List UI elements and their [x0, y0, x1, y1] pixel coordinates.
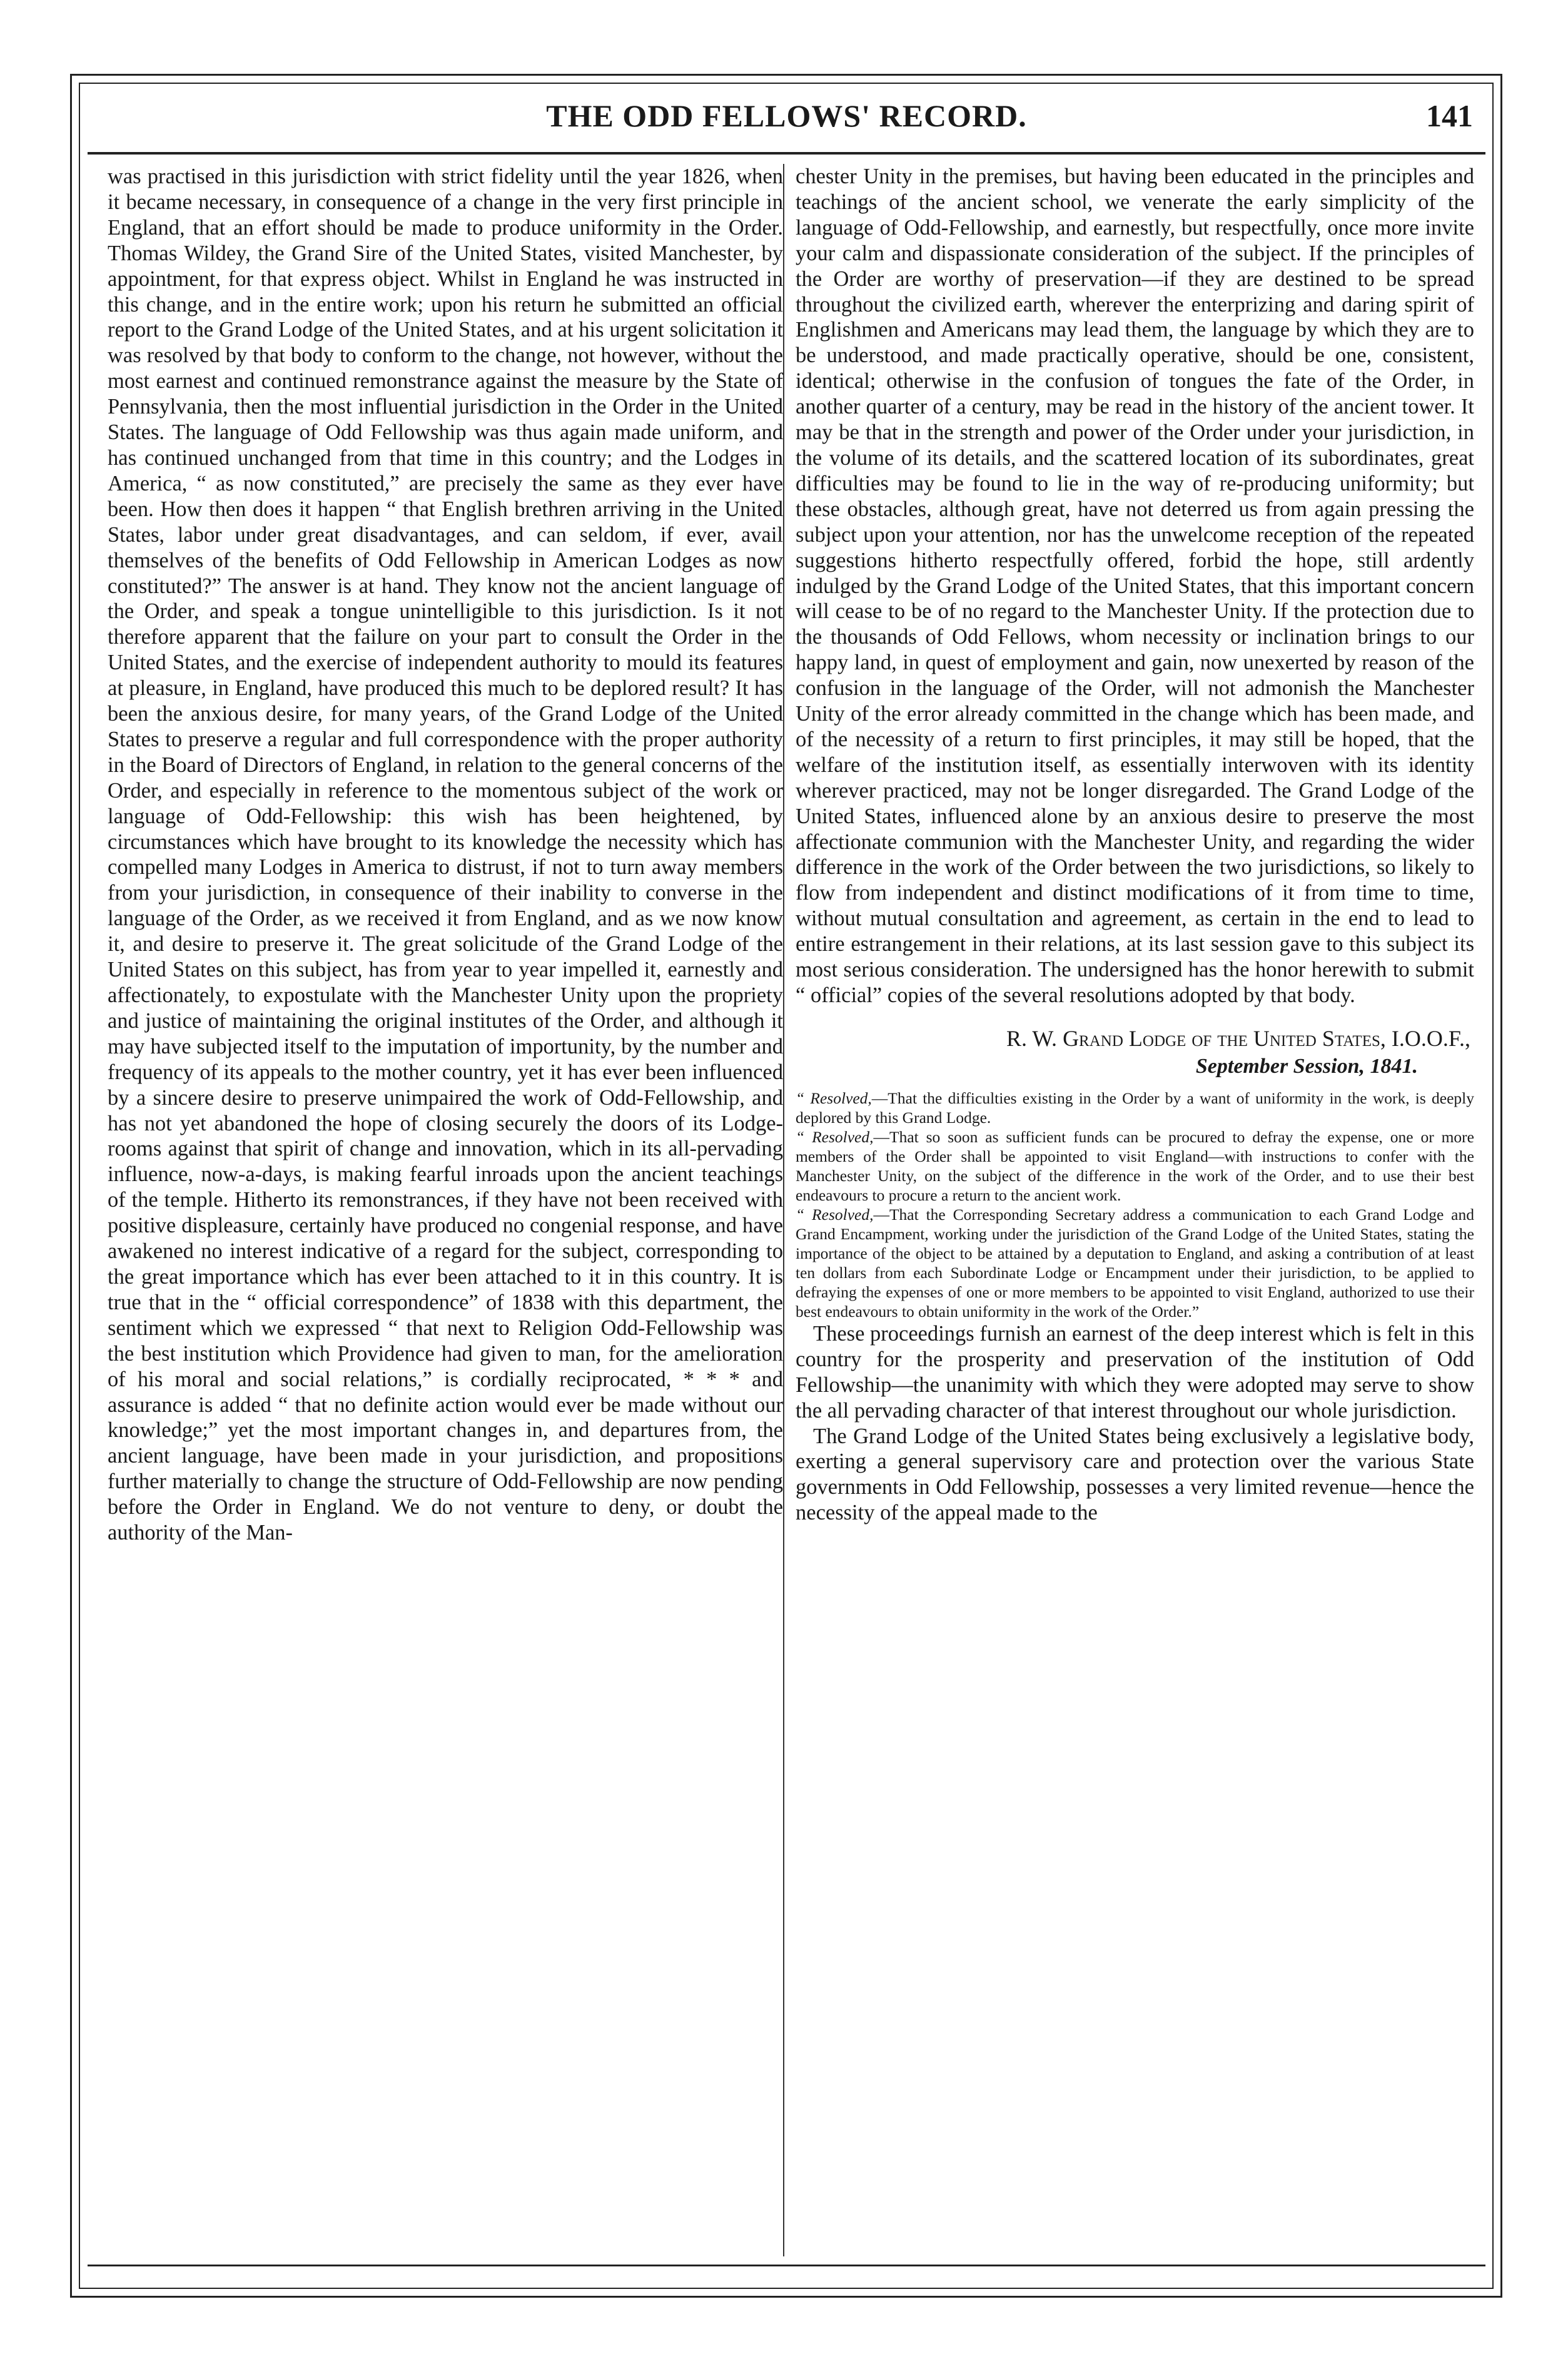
heading-suffix: I.O.O.F.,	[1385, 1025, 1470, 1051]
right-column	[796, 164, 1474, 1526]
closing-paragraph-2: The Grand Lodge of the United States being exclusively a legislative body, exerting a general supervisory care and protection over the various State governments in Odd Fellowship, possesses a very limited revenue—hence the necessity of the appeal made to the	[796, 1424, 1474, 1525]
resolution-3	[796, 1205, 1474, 1321]
running-header	[88, 93, 1485, 155]
right-paragraph-1: chester Unity in the premises, but having been educated in the principles and teachings of the ancient school, we venerate the early simplicity of the language of Odd-Fellowship, and earnestly, but respectfully, once more invite your calm and dispassionate consideration of the subject. If the principles of the Order are worthy of preservation—if they are destined to be spread throughout the civilized earth, wherever the enterprizing and daring spirit of Englishmen and Americans may lead them, the language by which they are to be understood, and made practically operative, should be one, consistent, identical; otherwise in the confusion of tongues the fate of the Order, in another quarter of a century, may be read in the history of the ancient tower. It may be that in the strength and power of the Order under your jurisdiction, in the volume of its details, and the scattered location of its subordinates, great difficulties may be found to lie in the way of re-producing uniformity; but these obstacles, although great, have not deterred us from again pressing the subject upon your attention, nor has the unwelcome reception of the repeated suggestions hitherto respectfully offered, forbid the hope, still ardently indulged by the Grand Lodge of the United States, that this important concern will cease to be of no regard to the Manchester Unity. If the protection due to the thousands of Odd Fellows, whom necessity or inclination brings to our happy land, in quest of employment and gain, now unexerted by reason of the confusion in the language of the Order, will not admonish the Manchester Unity of the error already committed in the change which has been made, and of the necessity of a return to first principles, it may still be hoped, that the welfare of the institution itself, as essentially interwoven with its identity wherever practiced, may not be longer disregarded. The Grand Lodge of the United States, influenced alone by an anxious desire to preserve the most affectionate communion with the Manchester Unity, and regarding the wider difference in the work of the Order between the two jurisdictions, so likely to flow from independent and distinct modifications of it from time to time, without mutual consultation and agreement, as certain in the end to lead to entire estrangement in their relations, at its last session gave to this subject its most serious consideration. The undersigned has the honor herewith to submit “ official” copies of the several resolutions adopted by that body.	[796, 165, 1474, 1007]
resolutions-heading	[796, 1025, 1474, 1052]
left-column	[108, 164, 783, 1546]
resolution-text: —That the difficulties existing in the Order by a want of uniformity in the work, is deeply deplored by this Grand Lodge.	[796, 1088, 1474, 1127]
resolution-text: —That so soon as sufficient funds can be procured to defray the expense, one or more members of the Order shall be appointed to visit England—with instructions to confer with the Manchester Unity, on the subject of the difference in the work of the Order, and to use their best endeavours to procure a return to the ancient work.	[796, 1127, 1474, 1204]
resolution-text: —That the Corresponding Secretary address a communication to each Grand Lodge and Grand Encampment, working under the jurisdiction of the Grand Lodge of the United States, stating the importance of the object to be attained by a deputation to England, and asking a contribution of at least ten dollars from each Subordinate Lodge or Encampment under their jurisdiction, to be applied to defraying the expenses of one or more members to be appointed to visit England, authorized to use their best endeavours to obtain uniformity in the work of the Order.”	[796, 1205, 1474, 1321]
heading-body: Grand Lodge of the United States,	[1063, 1025, 1386, 1051]
page-number: 141	[1426, 98, 1473, 133]
resolution-label: “ Resolved,	[796, 1127, 874, 1146]
bottom-rule	[88, 2265, 1485, 2266]
closing-paragraph-1: These proceedings furnish an earnest of the deep interest which is felt in this country for the prosperity and preservation of the institution of Odd Fellowship—the unanimity with which they were adopted may serve to show the all pervading character of that interest throughout our whole jurisdiction.	[796, 1321, 1474, 1423]
column-divider	[783, 164, 784, 2256]
resolution-label: “ Resolved,	[796, 1205, 874, 1224]
resolution-label: “ Resolved,	[796, 1088, 872, 1107]
resolution-1	[796, 1088, 1474, 1127]
journal-title: THE ODD FELLOWS' RECORD.	[546, 98, 1027, 133]
left-paragraph-1: was practised in this jurisdiction with strict fidelity until the year 1826, when it became necessary, in consequence of a change in the very first principle in England, that an effort should be made to produce uniformity in the Order. Thomas Wildey, the Grand Sire of the United States, visited Manchester, by appointment, for that express object. Whilst in England he was instructed in this change, and in the entire work; upon his return he submitted an official report to the Grand Lodge of the United States, and at his urgent solicitation it was resolved by that body to conform to the change, not however, without the most earnest and continued remonstrance against the measure by the State of Pennsylvania, then the most influential jurisdiction in the Order in the United States. The language of Odd Fellowship was thus again made uniform, and has continued unchanged from that time in this country; and the Lodges in America, “ as now constituted,” are precisely the same as they ever have been. How then does it happen “ that English brethren arriving in the United States, labor under great disadvantages, and can seldom, if ever, avail themselves of the benefits of Odd Fellowship in American Lodges as now constituted?” The answer is at hand. They know not the ancient language of the Order, and speak a tongue unintelligible to this jurisdiction. Is it not therefore apparent that the failure on your part to consult the Order in the United States, and the exercise of independent authority to mould its features at pleasure, in England, have produced this much to be deplored result? It has been the anxious desire, for many years, of the Grand Lodge of the United States to preserve a regular and full correspondence with the proper authority in the Board of Directors of England, in relation to the general concerns of the Order, and especially in reference to the momentous subject of the work or language of Odd-Fellowship: this wish has been heightened, by circumstances which have brought to its knowledge the necessity which has compelled many Lodges in America to distrust, if not to turn away members from your jurisdiction, in consequence of their inability to converse in the language of the Order, as we received it from England, and as we now know it, and desire to preserve it. The great solicitude of the Grand Lodge of the United States on this subject, has from year to year impelled it, earnestly and affectionately, to expostulate with the Manchester Unity upon the propriety and justice of maintaining the original institutes of the Order, and although it may have subjected itself to the imputation of importunity, by the number and frequency of its appeals to the mother country, yet it has ever been influenced by a sincere desire to preserve unimpaired the work of Odd-Fellowship, and has not yet abandoned the hope of closing securely the doors of its Lodge-rooms against that spirit of change and innovation, which in its all-pervading influence, now-a-days, is making fearful inroads upon the ancient teachings of the temple. Hitherto its remonstrances, if they have not been received with positive displeasure, certainly have produced no congenial response, and have awakened no interest indicative of a regard for the subject, corresponding to the great importance which has ever been attached to it in this country. It is true that in the “ official correspondence” of 1838 with this department, the sentiment which we expressed “ that next to Religion Odd-Fellowship was the best institution which Providence had given to man, for the amelioration of his moral and social relations,” is cordially reciprocated, * * * and assurance is added “ that no definite action would ever be made without our knowledge;” yet the most important changes in, and departures from, the ancient language, have been made in your jurisdiction, and propositions further materially to change the structure of Odd-Fellowship are now pending before the Order in England. We do not venture to deny, or doubt the authority of the Man-	[108, 165, 783, 1545]
heading-prefix: R. W.	[1006, 1025, 1063, 1051]
session-line: September Session, 1841.	[1195, 1054, 1418, 1078]
resolution-2	[796, 1127, 1474, 1205]
